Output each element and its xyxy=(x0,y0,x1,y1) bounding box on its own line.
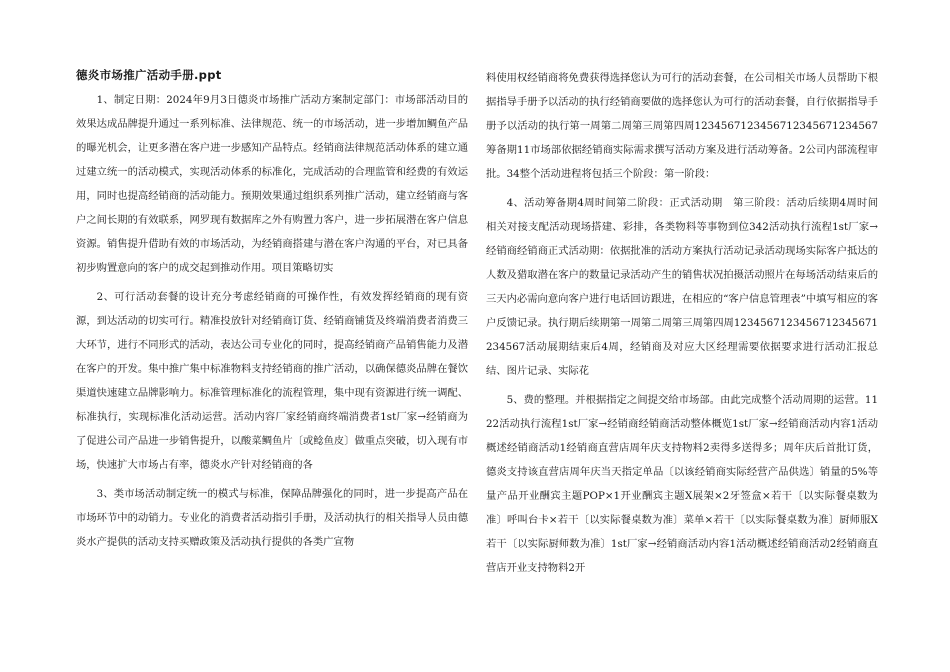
paragraph-2: 2、可行活动套餐的设计充分考虑经销商的可操作性，有效发挥经销商的现有资源，到达活动的切实可行。精准投放针对经销商订货、经销商铺货及终端消费者消费三大环节，进行不同形式的活动，表达公司专业化的同时，提高经销商产品销售能力及潜在客户的开发。集中推广集中标准物料支持经销商的推广活动，以确保德炎品牌在餐饮渠道快速建立品牌影响力。标准管理标准化的流程管理，集中现有资源进行统一调配、标准执行，实现标准化活动运营。活动内容厂家经销商终端消费者1st厂家→经销商为了促进公司产品进一步销售提升，以酸菜鲷鱼片〔或鲶鱼皮〕做重点突破，切入现有市场，快速扩大市场占有率，德炎水产针对经销商的各 xyxy=(76,291,468,471)
paragraph-3-continued: 料使用权经销商将免费获得选择您认为可行的活动套餐，在公司相关市场人员帮助下根据指导手册予以活动的执行经销商要做的选择您认为可行的活动套餐，自行依据指导手册予以活动的执行第一周第二周第三周第四周1234567123456712345671234567筹备期11市场部依据经销商实际需求撰写活动方案及进行活动筹备。2公司内部流程审批。34整个活动进程将包括三个阶段：第一阶段： xyxy=(486,72,878,180)
paragraph-5: 5、费的整理。并根据指定之间提交给市场部。由此完成整个活动周期的运营。1122活动执行流程1st厂家→经销商经销商活动整体概览1st厂家→经销商活动内容1活动概述经销商活动1经销商直营店周年庆支持物料2卖得多送得多；周年庆后首批订货，德炎支持该直营店周年庆当天指定单品〔以该经销商实际经营产品供选〕销量的5%等量产品开业酬宾主题POP×1开业酬宾主题X展架×2牙签盒×若干〔以实际餐桌数为准〕呼叫台卡×若干〔以实际餐桌数为准〕菜单×若干〔以实际餐桌数为准〕厨师服X若干〔以实际厨师数为准〕1st厂家→经销商活动内容1活动概述经销商活动2经销商直营店开业支持物料2开 xyxy=(486,394,878,574)
right-column xyxy=(486,66,889,585)
paragraph-3: 3、类市场活动制定统一的模式与标准，保障品牌强化的同时，进一步提高产品在市场环节中的动销力。专业化的消费者活动指引手册，及活动执行的相关指导人员由德炎水产提供的活动支持买赠政策及活动执行提供的各类广宣物 xyxy=(76,488,468,548)
left-column xyxy=(76,66,468,559)
paragraph-4: 4、活动筹备期4周时间第二阶段：正式活动期 第三阶段：活动后续期4周时间 相关对接支配活动现场搭建、彩排，各类物料等事物到位342活动执行流程1st厂家→经销商经销商正式活动期：依据批准的活动方案执行活动记录活动现场实际客户抵达的人数及猎取潜在客户的数量记录活动产生的销售状况拍摄活动照片在每场活动结束后的三天内必需向意向客户进行电话回访跟进，在相应的“客户信息管理表”中填写相应的客户反馈记录。执行期后续期第一周第二周第三周第四周1234567123456712345671234567活动展期结束后4周，经销商及对应大区经理需要依据要求进行活动汇报总结、图片记录、实际花 xyxy=(486,197,889,377)
paragraph-1: 1、制定日期：2024年9月3日德炎市场推广活动方案制定部门：市场部活动目的效果达成品牌提升通过一系列标准、法律规范、统一的市场活动，进一步增加鲷鱼产品的曝光机会，让更多潜在客户进一步感知产品特点。经销商法律规范活动体系的建立通过建立统一的活动模式，实现活动体系的标准化，完成活动的合理监管和经费的有效运用，同时也提高经销商的活动能力。预期效果通过组织系列推广活动，建立经销商与客户之间长期的有效联系，网罗现有数据库之外有购置力客户，进一步拓展潜在客户信息资源。销售提升借助有效的市场活动，为经销商搭建与潜在客户沟通的平台，对已具备初步购置意向的客户的成交起到推动作用。项目策略切实 xyxy=(76,94,468,274)
document-title: 德炎市场推广活动手册.ppt xyxy=(76,68,222,82)
